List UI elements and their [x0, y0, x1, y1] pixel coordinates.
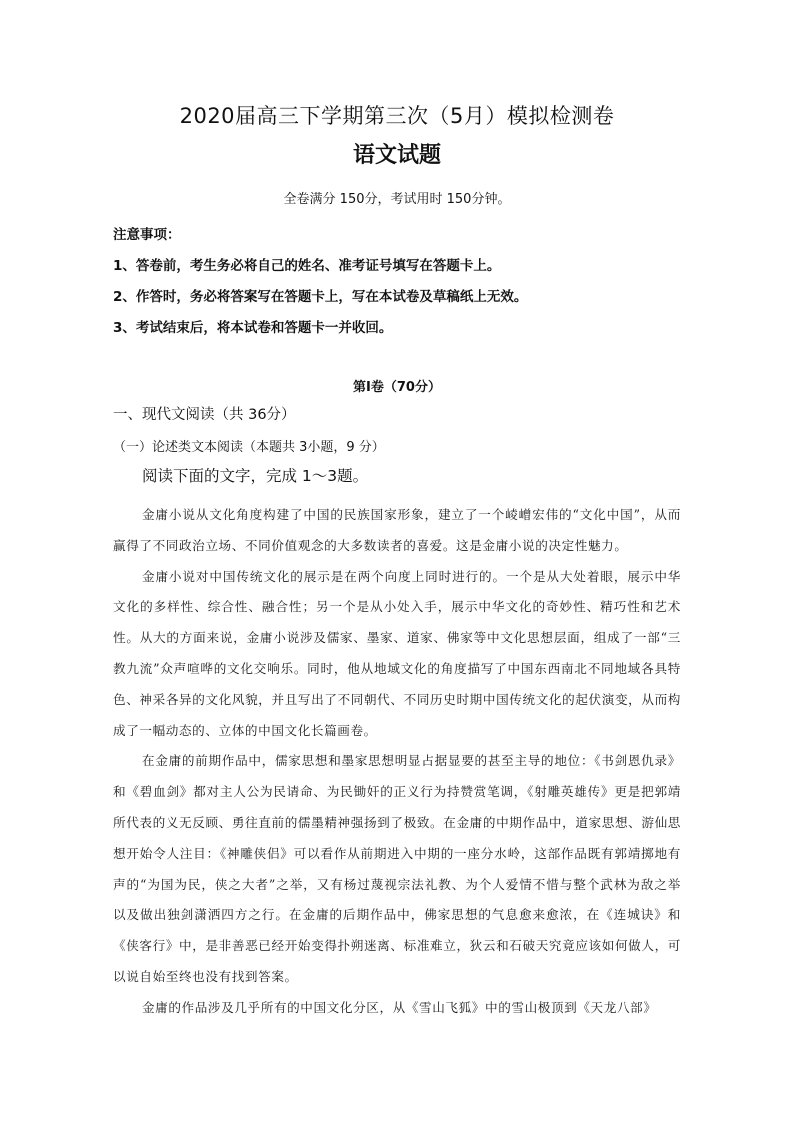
reading-passage	[113, 500, 681, 1024]
passage-paragraph: 金庸小说对中国传统文化的展示是在两个向度上同时进行的。一个是从大处着眼，展示中华文化的多样性、综合性、融合性；另一个是从小处入手，展示中华文化的奇妙性、精巧性和艺术性。从大的方面来说，金庸小说涉及儒家、墨家、道家、佛家等中文化思想层面，组成了一部“三教九流”众声喧哗的文化交响乐。同时，他从地域文化的角度描写了中国东西南北不同地域各具特色、神采各异的文化风貌，并且写出了不同朝代、不同历史时期中国传统文化的起伏演变，从而构成了一幅动态的、立体的中国文化长篇画卷。	[113, 568, 681, 738]
exam-title: 2020届高三下学期第三次（5月）模拟检测卷	[179, 104, 615, 128]
section-subtitle: （一）论述类文本阅读（本题共 3小题，9 分）	[113, 440, 385, 455]
passage-paragraph: 在金庸的前期作品中，儒家思想和墨家思想明显占据显要的甚至主导的地位：《书剑恩仇录》和《碧血剑》都对主人公为民请命、为民锄奸的正义行为持赞赏笔调，《射雕英雄传》更是把郭靖所代表的义无反顾、勇往直前的儒墨精神强扬到了极致。在金庸的中期作品中，道家思想、游仙思想开始令人注目：《神雕侠侣》可以看作从前期进入中期的一座分水岭，这部作品既有郭靖掷地有声的“为国为民，侠之大者”之举，又有杨过蔑视宗法礼教、为个人爱情不惜与整个武林为敌之举以及做出独剑潇洒四方之行。在金庸的后期作品中，佛家思想的气息愈来愈浓，在《连城诀》和《侠客行》中，是非善恶已经开始变得扑朔迷离、标准难立，狄云和石破天究竟应该如何做人，可以说自始至终也没有找到答案。	[113, 753, 681, 984]
note-item: 3、考试结束后，将本试卷和答题卡一并收回。	[113, 320, 393, 336]
note-item: 2、作答时，务必将答案写在答题卡上，写在本试卷及草稿纸上无效。	[113, 289, 528, 305]
reading-instruction: 阅读下面的文字，完成 1～3题。	[142, 467, 369, 485]
note-item: 1、答卷前，考生务必将自己的姓名、准考证号填写在答题卡上。	[113, 258, 501, 274]
passage-paragraph: 金庸小说从文化角度构建了中国的民族国家形象，建立了一个崚嶒宏伟的“文化中国”，从而赢得了不同政治立场、不同价值观念的大多数读者的喜爱。这是金庸小说的决定性魅力。	[113, 507, 681, 553]
volume-heading: 第Ⅰ卷（70分）	[353, 380, 441, 395]
passage-paragraph: 金庸的作品涉及几乎所有的中国文化分区，从《雪山飞狐》中的雪山极顶到《天龙八部》	[141, 999, 657, 1015]
section-title: 一、现代文阅读（共 36分）	[113, 407, 296, 423]
exam-info: 全卷满分 150分，考试用时 150分钟。	[283, 192, 511, 207]
notes-heading: 注意事项：	[113, 227, 181, 243]
subject-title: 语文试题	[352, 143, 441, 168]
